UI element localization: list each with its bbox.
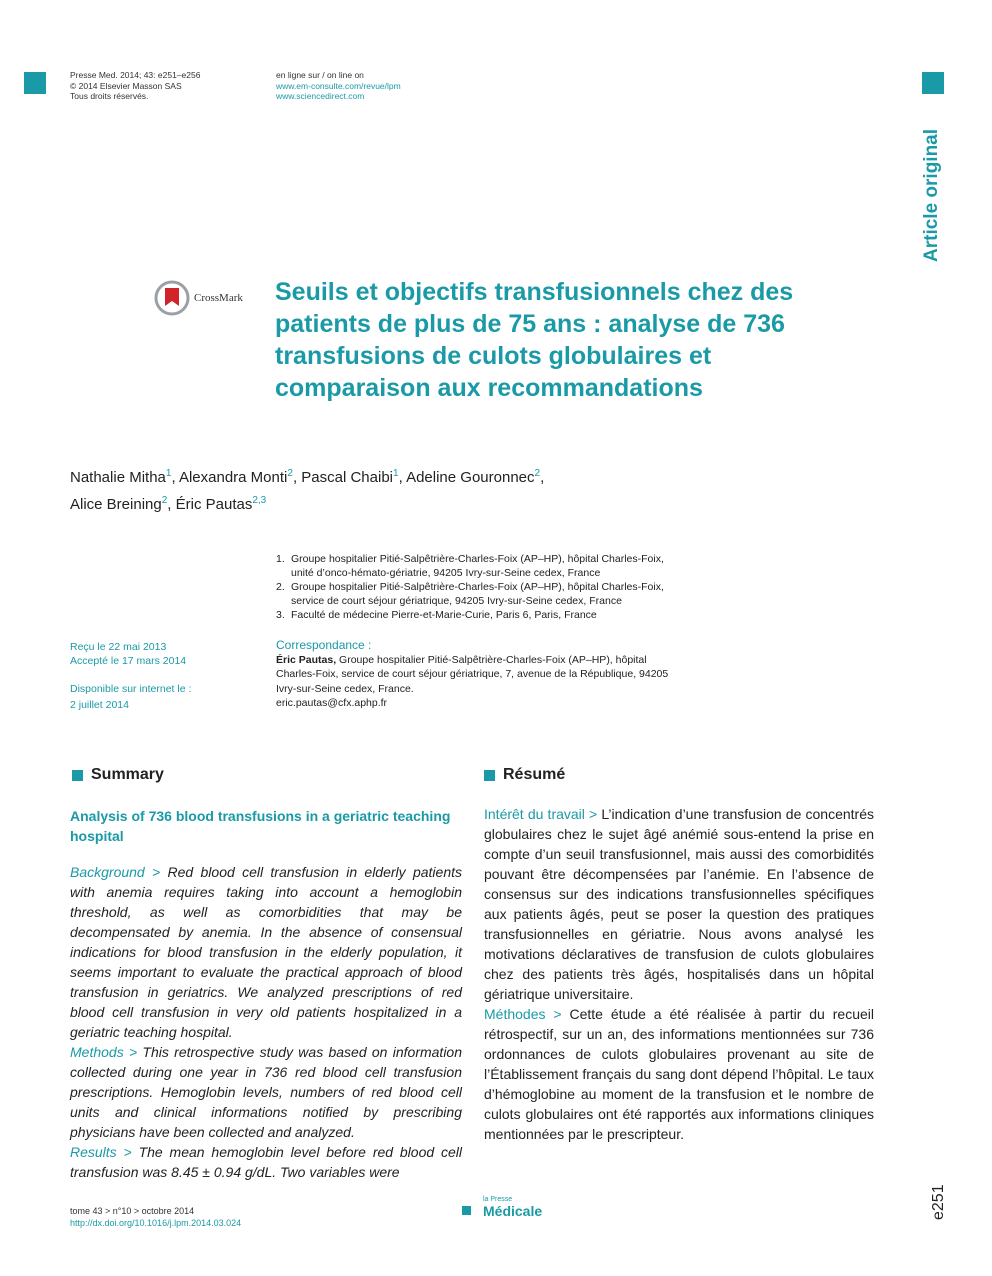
author-aff: 2 — [287, 468, 293, 479]
issue-info: tome 43 > n°10 > octobre 2014 — [70, 1206, 195, 1216]
brand-main: Médicale — [483, 1203, 543, 1219]
summary-paragraph — [70, 1042, 462, 1142]
resume-paragraph — [484, 1004, 874, 1144]
author-name: Nathalie Mitha — [70, 469, 166, 486]
accepted-date: Accepté le 17 mars 2014 — [70, 655, 187, 667]
author — [301, 469, 406, 486]
journal-brand — [462, 1196, 542, 1218]
correspondence-block — [276, 638, 696, 711]
correspondence-address: Groupe hospitalier Pitié-Salpêtrière-Charles-Foix (AP–HP), hôpital — [336, 653, 647, 666]
affiliation-number: 1. — [276, 553, 285, 565]
author-separator: , — [171, 469, 179, 486]
affiliation — [276, 608, 696, 622]
author-separator: , — [167, 496, 176, 513]
resume-body — [484, 804, 874, 1144]
article-type-label: Article original — [921, 128, 942, 262]
article-title: Seuils et objectifs transfusionnels chez des patients de plus de 75 ans : analyse de 736 transfusions de culots globulaires et comparaison aux recommandations — [275, 278, 794, 402]
background-text: Red blood cell transfusion in elderly patients with anemia requires taking into account a hemoglobin threshold, as well as comorbidities that may be decompensated by anemia. In the absence of consensual indications for blood transfusion in the elderly population, it seems important to evaluate the practical approach of blood transfusion in geriatrics. We analyzed prescriptions of red blood cell transfusion in very old patients hospitalized in a geriatric teaching hospital. — [70, 864, 462, 1040]
brand-square — [462, 1206, 471, 1215]
author — [179, 469, 301, 486]
crossmark-label: CrossMark — [194, 292, 243, 304]
affiliation-number: 2. — [276, 581, 285, 593]
online-date-block — [70, 682, 250, 712]
results-text: The mean hemoglobin level before red blood cell transfusion was 8.45 ± 0.94 g/dL. Two variables were — [70, 1144, 463, 1180]
heading-bullet — [484, 770, 495, 781]
author-aff: 2 — [534, 468, 541, 479]
interet-text: L’indication d’une transfusion de concentrés globulaires chez le sujet âgé anémié sous-entend la prise en compte d’un seuil transfusionnel, mais aussi des comorbidités pouvant être décompensées par l’anémie. En l’absence de consensus sur des indications transfusionnelles spécifiques aux patients âgés, peut se poser la question des pratiques transfusionnelles en gériatrie. Nous avons analysé les motivations déclaratives de transfusion de culots globulaires chez des patients très âgés, hospitalisés dans un hôpital gériatrique universitaire. — [484, 806, 875, 1002]
journal-line: Presse Med. 2014; 43: e251–e256 — [70, 70, 201, 80]
background-label: Background > — [70, 864, 161, 880]
summary-heading-text: Summary — [91, 766, 164, 783]
interet-label: Intérêt du travail > — [484, 806, 598, 822]
resume-heading-text: Résumé — [503, 766, 566, 783]
summary-paragraph — [70, 1142, 462, 1182]
affiliation-line: unité d’onco-hémato-gériatrie, 94205 Ivry-sur-Seine cedex, France — [291, 567, 601, 579]
author-name: Adeline Gouronnec — [406, 469, 535, 486]
author-aff: 2 — [161, 495, 168, 506]
affiliation-line: Groupe hospitalier Pitié-Salpêtrière-Charles-Foix (AP–HP), hôpital Charles-Foix, — [291, 553, 664, 565]
heading-bullet — [72, 770, 83, 781]
author-aff: 1 — [393, 468, 399, 479]
dates-block — [70, 640, 250, 668]
online-url[interactable]: www.em-consulte.com/revue/lpm — [276, 80, 401, 91]
affiliation — [276, 552, 696, 580]
author-aff: 2,3 — [252, 495, 267, 506]
affiliation-line: Groupe hospitalier Pitié-Salpêtrière-Charles-Foix (AP–HP), hôpital Charles-Foix, — [291, 581, 664, 593]
affiliation — [276, 580, 696, 608]
journal-info — [70, 70, 200, 102]
methods-label: Methods > — [70, 1044, 138, 1060]
methodes-label: Méthodes > — [484, 1006, 562, 1022]
results-label: Results > — [70, 1144, 132, 1160]
methods-text: This retrospective study was based on information collected during one year in 736 red blood cell transfusion prescriptions. Hemoglobin levels, numbers of red blood cell units and clinical informations notified by prescribing physicians have been collected and analyzed. — [70, 1044, 462, 1140]
online-info — [276, 70, 401, 102]
author — [70, 496, 176, 513]
author-name: Éric Pautas — [175, 496, 253, 513]
corner-square-right — [922, 72, 944, 94]
summary-heading — [72, 766, 164, 784]
received-date: Reçu le 22 mai 2013 — [70, 641, 167, 653]
online-date: 2 juillet 2014 — [70, 699, 129, 711]
online-label: en ligne sur / on line on — [276, 70, 364, 80]
correspondence-name: Éric Pautas, — [276, 653, 337, 666]
author-name: Alexandra Monti — [178, 469, 288, 486]
affiliation-number: 3. — [276, 609, 285, 621]
affiliation-line: Faculté de médecine Pierre-et-Marie-Curie, Paris 6, Paris, France — [291, 609, 597, 621]
author — [70, 469, 179, 486]
resume-heading — [484, 766, 565, 784]
correspondence-address: Ivry-sur-Seine cedex, France. — [276, 682, 414, 695]
resume-paragraph — [484, 804, 874, 1004]
author-separator: , — [540, 469, 545, 486]
author — [406, 469, 544, 486]
affiliation-list — [276, 552, 696, 622]
correspondence-address: Charles-Foix, service de court séjour gériatrique, 7, avenue de la République, 94205 — [276, 668, 669, 680]
footer-info — [70, 1205, 241, 1229]
author-name: Alice Breining — [70, 496, 162, 513]
crossmark-badge[interactable] — [154, 280, 243, 316]
doi-link[interactable]: http://dx.doi.org/10.1016/j.lpm.2014.03.024 — [70, 1218, 242, 1228]
author-separator: , — [398, 469, 407, 486]
author-name: Pascal Chaibi — [301, 469, 393, 486]
online-url[interactable]: www.sciencedirect.com — [276, 91, 365, 101]
summary-paragraph — [70, 862, 462, 1042]
correspondence-label: Correspondance : — [276, 638, 372, 652]
online-date-label: Disponible sur internet le : — [70, 683, 192, 695]
journal-line: Tous droits réservés. — [70, 91, 149, 101]
author-aff: 1 — [165, 468, 172, 479]
author-list — [70, 462, 670, 516]
page-number: e251 — [930, 1184, 947, 1220]
correspondence-email[interactable]: eric.pautas@cfx.aphp.fr — [276, 697, 388, 709]
summary-body — [70, 862, 462, 1182]
corner-square-left — [24, 72, 46, 94]
summary-subtitle: Analysis of 736 blood transfusions in a geriatric teaching hospital — [70, 808, 451, 844]
methodes-text: Cette étude a été réalisée à partir du recueil rétrospectif, sur un an, des informations mentionnées sur 736 ordonnances de culots globulaires provenant au site de l’Établissement français du sang dont dépend l’hôpital. Le taux d’hémoglobine au moment de la transfusion et le nombre de culots globulaires ont été rapportés aux informations cliniques mentionnées par le prescripteur. — [484, 1006, 874, 1142]
author — [176, 496, 267, 513]
brand-top: la Presse — [483, 1196, 513, 1203]
crossmark-icon — [154, 280, 190, 316]
journal-line: © 2014 Elsevier Masson SAS — [70, 80, 182, 91]
author-separator: , — [292, 469, 302, 486]
affiliation-line: service de court séjour gériatrique, 94205 Ivry-sur-Seine cedex, France — [291, 595, 622, 607]
